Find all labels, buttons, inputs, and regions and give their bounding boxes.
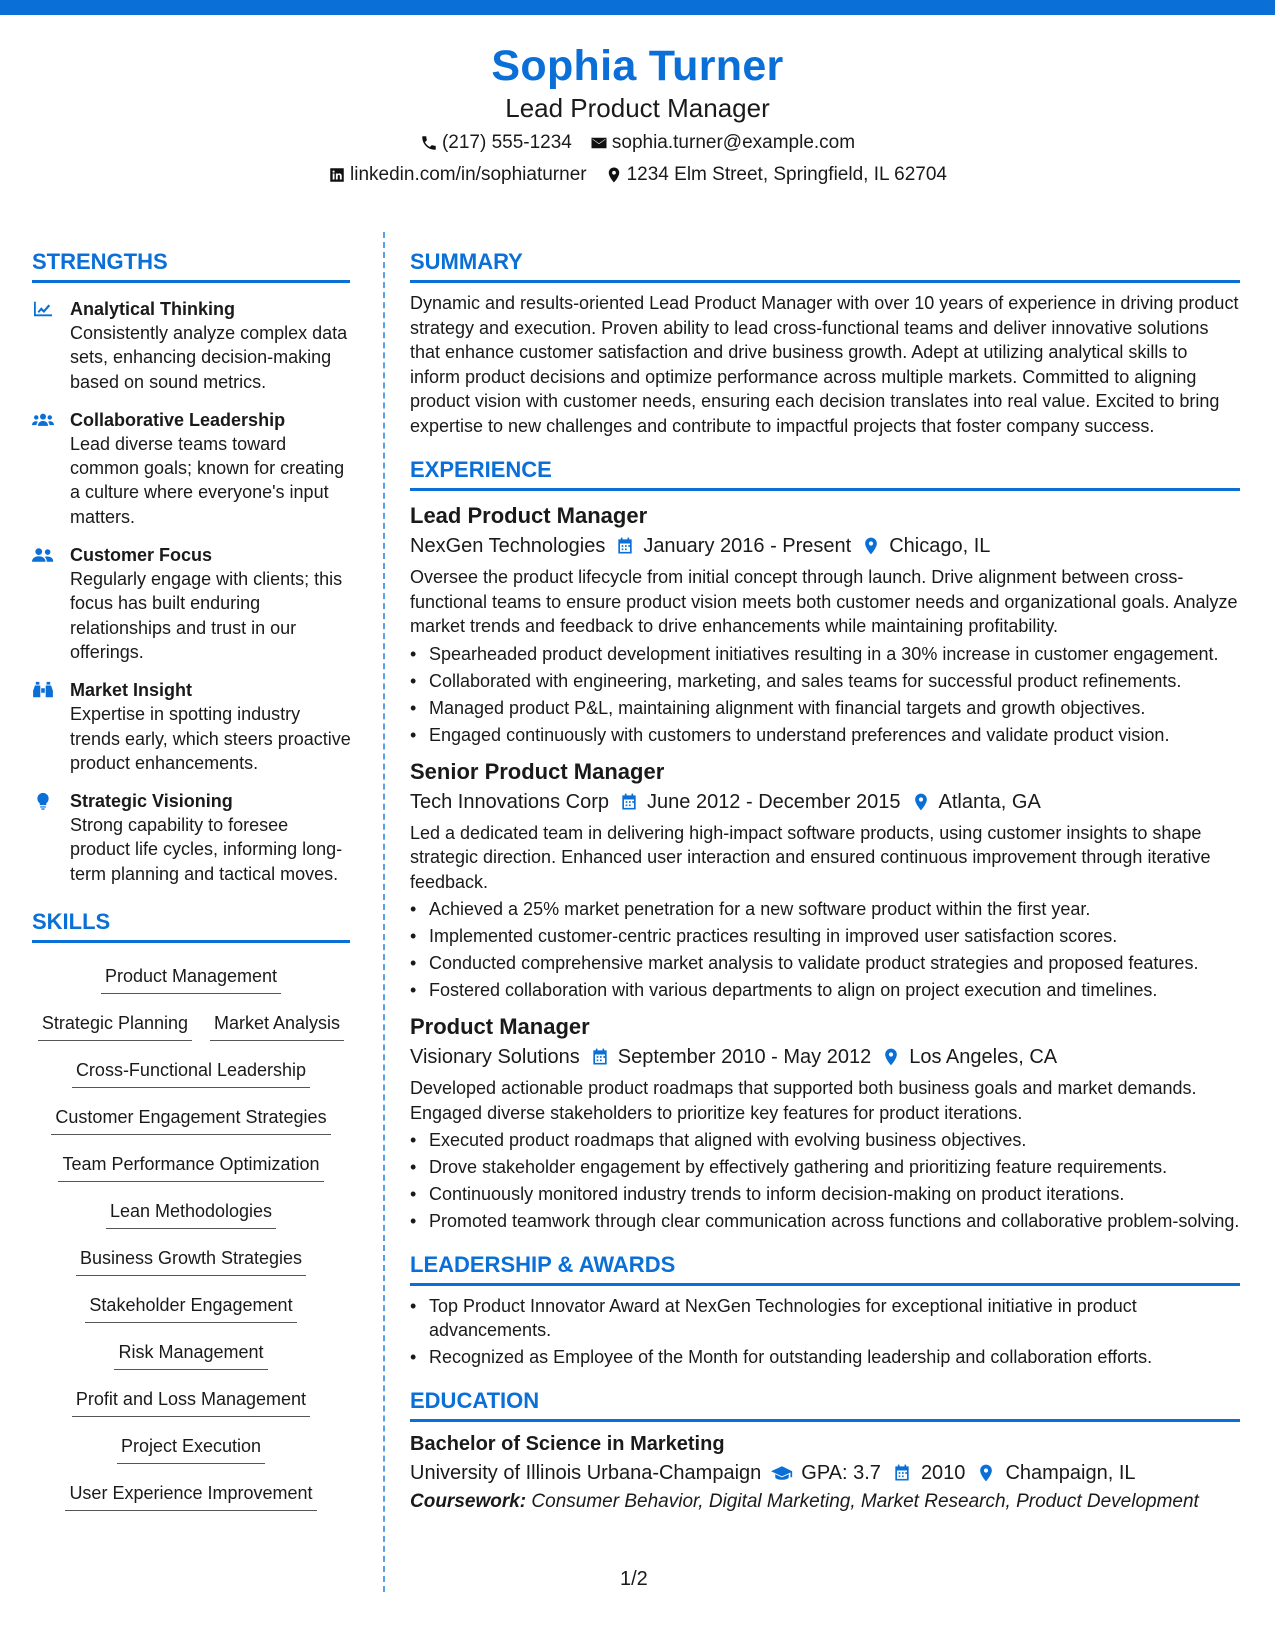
strength-item [32,789,352,886]
strength-desc: Lead diverse teams toward common goals; known for creating a culture where everyone's input matters. [70,433,345,527]
strength-name: Analytical Thinking [70,299,236,319]
calendar-icon [891,1463,913,1483]
job-dates: January 2016 - Present [643,535,852,557]
envelope-icon [590,134,608,152]
graduation-year: 2010 [920,1462,966,1484]
email-text: sophia.turner@example.com [611,132,856,153]
bullet-item: • Conducted comprehensive market analysis to validate product strategies and proposed features. [410,951,1240,975]
job-description: Oversee the product lifecycle from initial concept through launch. Drive alignment between cross-functional teams to ensure product vision meets both customer needs and organizational goals. Analyze market trends and feedback to drive enhancements while maintaining profitability. [410,567,1238,636]
calendar-icon [619,792,639,812]
job-entry [410,501,1240,747]
job-location: Atlanta, GA [938,790,1041,813]
job-entry [410,1012,1240,1233]
education-meta [410,1458,1240,1488]
skill-tag: Profit and Loss Management [72,1384,310,1417]
linkedin-icon [328,166,346,184]
binoculars-icon [32,681,54,699]
leadership-heading: LEADERSHIP & AWARDS [410,1251,1240,1286]
skill-tag: Customer Engagement Strategies [51,1102,330,1135]
strength-desc: Consistently analyze complex data sets, enhancing decision-making based on sound metrics. [70,323,348,392]
job-title: Product Manager [410,1014,590,1039]
summary-text: Dynamic and results-oriented Lead Product Manager with over 10 years of experience in driving product strategy and execution. Proven ability to lead cross-functional teams and deliver innovative solutions that enhance customer satisfaction and drive business growth. Adept at utilizing analytical skills to inform product decisions and optimize performance across multiple markets. Committed to aligning product vision with customer needs, ensuring each decision translates into real value. Excited to bring expertise to new challenges and contribute to impactful projects that foster company success. [410,293,1239,436]
education-heading: EDUCATION [410,1387,1240,1422]
skill-tag: Team Performance Optimization [58,1149,323,1182]
strength-name: Customer Focus [70,545,213,566]
strength-desc: Strong capability to foresee product life cycles, informing long-term planning and tactical moves. [70,815,343,884]
candidate-name: Sophia Turner [491,42,784,90]
right-column [410,248,1240,1516]
job-description: Led a dedicated team in delivering high-impact software products, using customer insights to shape strategic direction. Enhanced user interaction and ensured continuous improvement through iterative feedback. [410,822,1211,892]
user-friends-icon [32,546,54,564]
phone-contact [420,130,572,156]
bullet-item: • Continuously monitored industry trends to inform decision-making on product iterations. [410,1182,1240,1206]
map-marker-icon [861,536,881,556]
company-name: Visionary Solutions [410,1046,580,1068]
strength-name: Collaborative Leadership [70,409,286,430]
address-contact [605,162,947,188]
strength-desc: Regularly engage with clients; this focus has built enduring relationships and trust in our offerings. [70,569,343,662]
job-meta [410,787,1240,817]
job-bullets [410,1128,1240,1233]
bullet-item: • Top Product Innovator Award at NexGen Technologies for exceptional initiative in product advancements. [410,1294,1240,1342]
bullet-item: • Spearheaded product development initiatives resulting in a 30% increase in customer engagement. [410,642,1240,666]
map-marker-icon [911,792,931,812]
contact-row-1 [0,130,1275,156]
bullet-item: • Engaged continuously with customers to understand preferences and validate product vision. [410,723,1240,747]
company-name: NexGen Technologies [410,535,606,557]
map-marker-icon [881,1047,901,1067]
column-divider [383,232,385,1592]
strength-name: Strategic Visioning [70,791,233,812]
job-bullets [410,897,1240,1002]
bullet-item: • Promoted teamwork through clear communication across functions and collaborative problem-solving. [410,1209,1240,1233]
skills-heading: SKILLS [32,908,350,943]
lightbulb-icon [32,792,54,810]
skill-tag: Risk Management [114,1337,267,1370]
bullet-item: • Collaborated with engineering, marketing, and sales teams for successful product refinements. [410,669,1240,693]
skill-tag: User Experience Improvement [65,1478,316,1511]
coursework-label: Coursework: [410,1491,527,1512]
page-number: 1/2 [620,1568,648,1590]
strength-item [32,678,352,775]
job-entry [410,757,1240,1003]
bullet-item: • Implemented customer-centric practices resulting in improved user satisfaction scores. [410,924,1240,948]
company-name: Tech Innovations Corp [410,790,610,813]
job-location: Chicago, IL [889,535,991,557]
strength-item [32,543,352,664]
job-description: Developed actionable product roadmaps that supported both business goals and market demands. Engaged diverse stakeholders to prioritize key features for product iterations. [410,1078,1197,1123]
contact-row-2 [0,162,1275,188]
job-title: Lead Product Manager [410,503,648,528]
strength-item [32,297,352,394]
job-location: Los Angeles, CA [909,1046,1058,1068]
job-dates: September 2010 - May 2012 [617,1046,872,1068]
bullet-item: • Achieved a 25% market penetration for a new software product within the first year. [410,897,1240,921]
job-dates: June 2012 - December 2015 [647,790,901,813]
email-contact[interactable] [590,130,855,156]
users-icon [32,411,54,429]
strength-name: Market Insight [70,680,193,701]
address-text: 1234 Elm Street, Springfield, IL 62704 [626,164,947,185]
job-title: Senior Product Manager [410,758,665,784]
left-column [32,248,352,1517]
skill-tag: Market Analysis [210,1008,344,1041]
linkedin-contact[interactable] [328,162,587,188]
bullet-item: • Fostered collaboration with various departments to align on project execution and timelines. [410,978,1240,1002]
map-marker-icon [605,166,623,184]
map-marker-icon [975,1463,997,1483]
candidate-title: Lead Product Manager [505,93,770,123]
bullet-item: • Managed product P&L, maintaining alignment with financial targets and growth objectives. [410,696,1240,720]
degree-name: Bachelor of Science in Marketing [410,1433,725,1455]
summary-heading: SUMMARY [410,248,1240,283]
bullet-item: • Drove stakeholder engagement by effectively gathering and prioritizing feature requirements. [410,1155,1240,1179]
school-name: University of Illinois Urbana-Champaign [410,1462,762,1484]
calendar-icon [615,536,635,556]
gpa-text: GPA: 3.7 [801,1462,881,1484]
school-location: Champaign, IL [1005,1462,1136,1484]
skill-tag: Project Execution [117,1431,265,1464]
phone-text: (217) 555-1234 [441,132,572,153]
job-bullets [410,642,1240,747]
calendar-icon [590,1047,610,1067]
skill-tag: Lean Methodologies [106,1196,276,1229]
experience-heading: EXPERIENCE [410,456,1240,491]
skill-tag: Product Management [101,961,281,994]
graduation-cap-icon [771,1463,793,1483]
strength-item [32,408,352,529]
bullet-item: • Executed product roadmaps that aligned with evolving business objectives. [410,1128,1240,1152]
coursework-line [410,1488,1240,1516]
skill-tag: Business Growth Strategies [76,1243,306,1276]
skill-tag: Strategic Planning [38,1008,192,1041]
skill-tag: Cross-Functional Leadership [72,1055,310,1088]
job-meta [410,531,1240,561]
skills-list [32,953,350,1517]
resume-header [0,40,1275,188]
strength-desc: Expertise in spotting industry trends early, which steers proactive product enhancements. [70,704,351,773]
strengths-heading: STRENGTHS [32,248,350,283]
coursework-text: Consumer Behavior, Digital Marketing, Market Research, Product Development [531,1491,1199,1512]
job-meta [410,1042,1240,1072]
phone-icon [420,134,438,152]
bullet-item: • Recognized as Employee of the Month for outstanding leadership and collaboration efforts. [410,1345,1240,1369]
chart-line-icon [32,300,54,318]
linkedin-text: linkedin.com/in/sophiaturner [350,164,587,185]
skill-tag: Stakeholder Engagement [85,1290,296,1323]
leadership-bullets [410,1294,1240,1369]
top-accent-bar [0,0,1275,15]
